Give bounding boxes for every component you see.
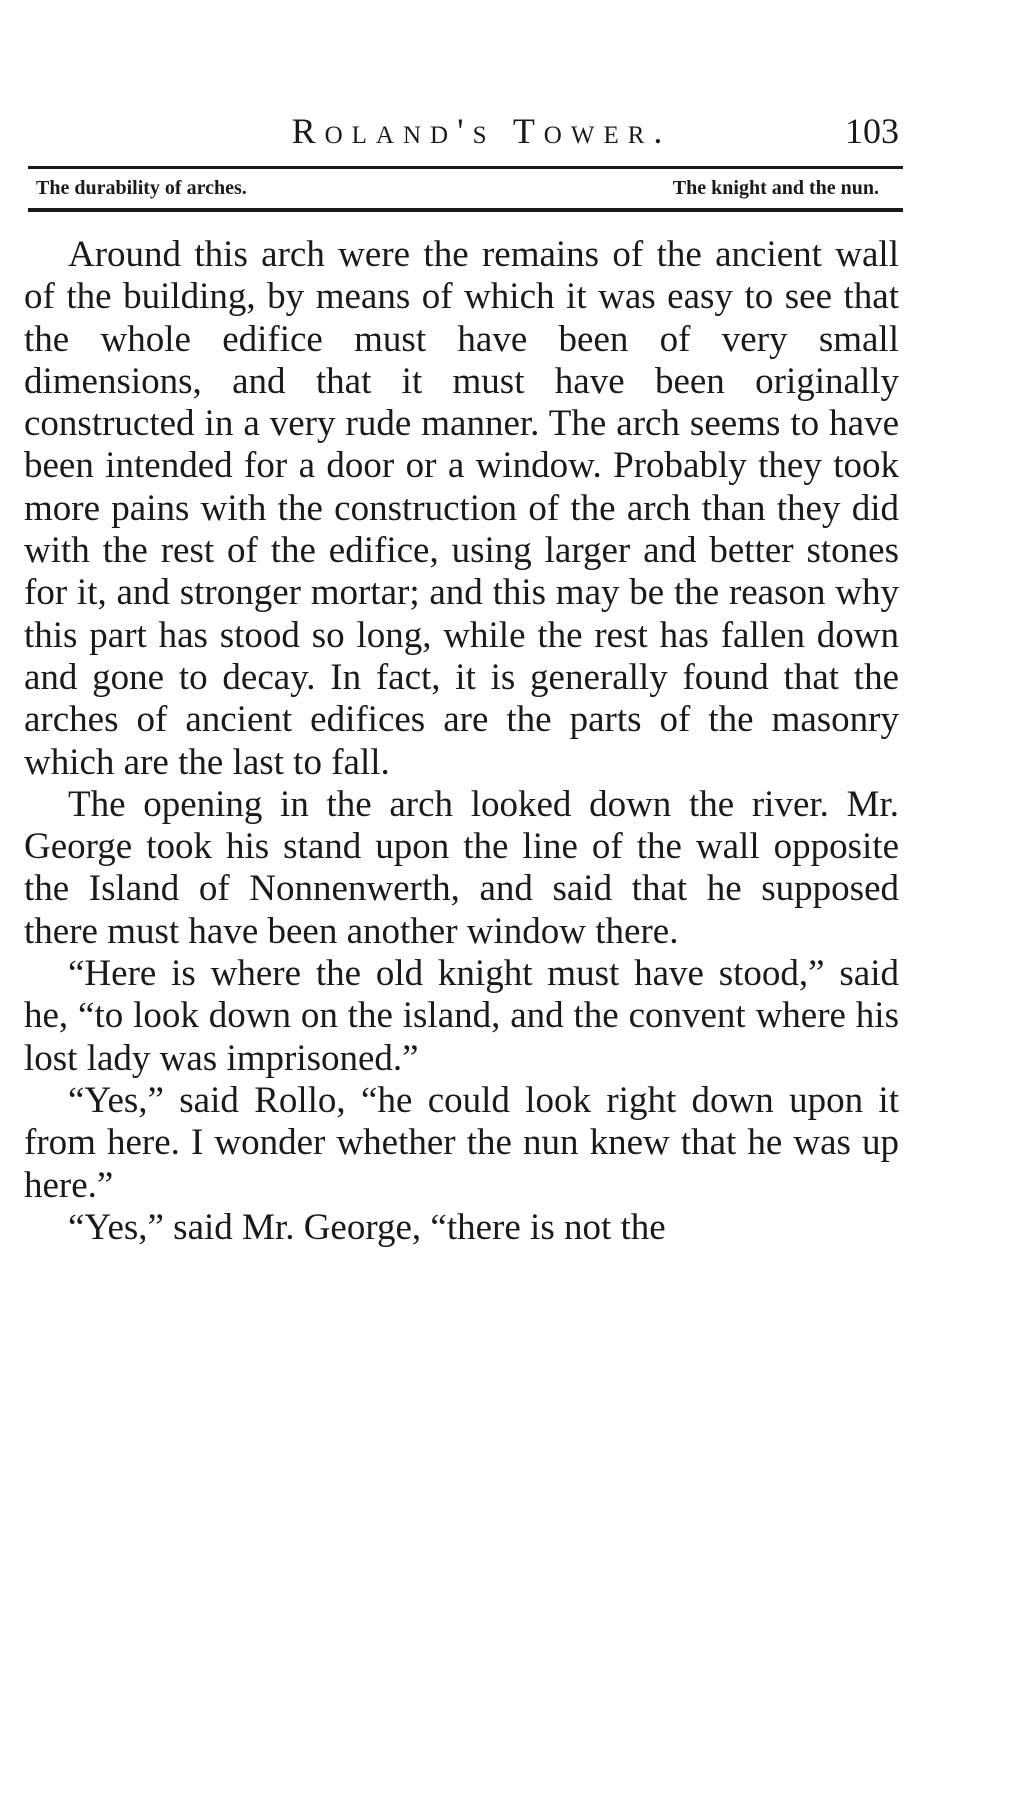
paragraph: “Yes,” said Rollo, “he could look right down upon it from here. I wonder whether the nun knew that he was up here.” (24, 1079, 899, 1206)
subheading-right: The knight and the nun. (672, 177, 879, 199)
running-head (24, 110, 899, 166)
running-title: Roland's Tower. (291, 111, 672, 151)
body-text (24, 234, 899, 1249)
book-page (24, 110, 899, 1249)
paragraph: The opening in the arch looked down the river. Mr. George took his stand upon the line of the wall opposite the Island of Nonnenwerth, and said that he supposed there must have been another window there. (24, 783, 899, 952)
paragraph: “Yes,” said Mr. George, “there is not the (68, 1206, 666, 1248)
header-rule-bottom (28, 208, 903, 212)
subheading-left: The durability of arches. (36, 177, 247, 199)
page-number: 103 (845, 111, 899, 151)
side-headings (24, 169, 899, 208)
paragraph: Around this arch were the remains of the ancient wall of the building, by means of which it was easy to see that the whole edifice must have been of very small dimensions, and that it must have been originally constructed in a very rude manner. The arch seems to have been intended for a door or a window. Probably they took more pains with the construction of the arch than they did with the rest of the edifice, using larger and better stones for it, and stronger mortar; and this may be the reason why this part has stood so long, while the rest has fallen down and gone to decay. In fact, it is generally found that the arches of ancient edifices are the parts of the masonry which are the last to fall. (24, 234, 899, 783)
paragraph: “Here is where the old knight must have stood,” said he, “to look down on the island, and the convent where his lost lady was imprisoned.” (24, 953, 899, 1079)
